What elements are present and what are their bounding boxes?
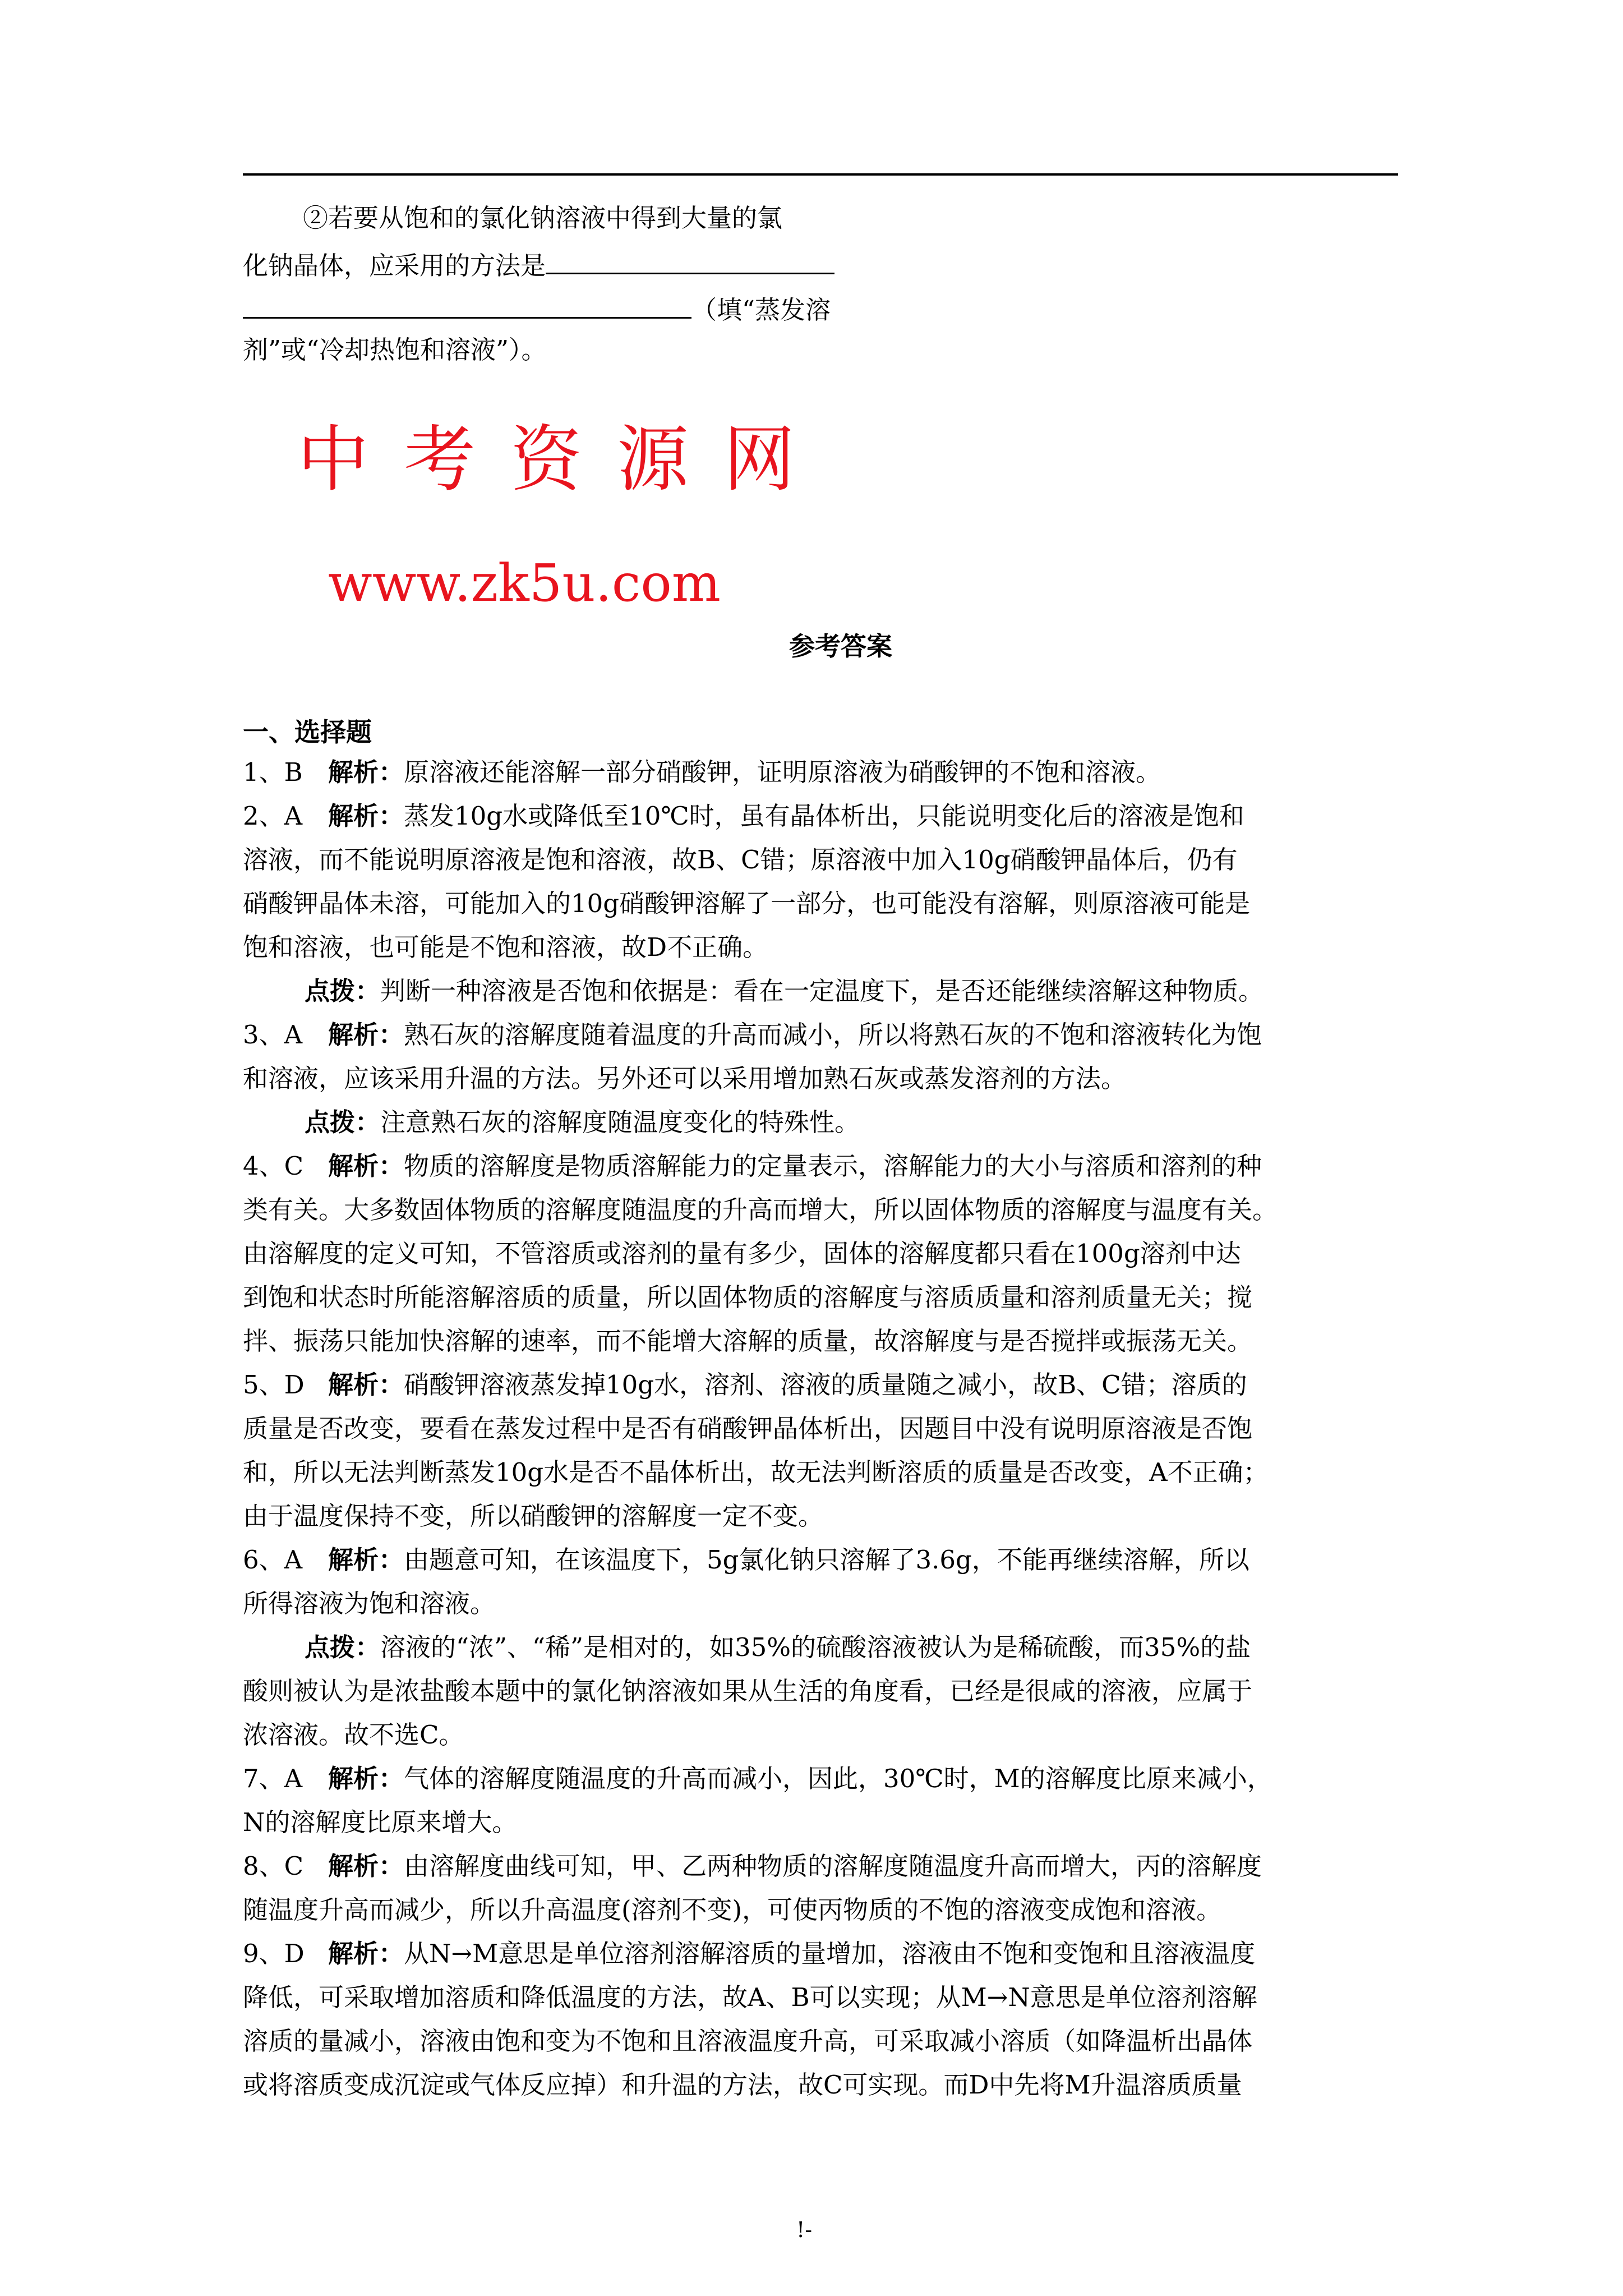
answer-number: 5、D [243,1370,305,1400]
answer-text: 硝酸钾溶液蒸发掉10g水，溶剂、溶液的质量随之减小，故B、C错；溶质的 [404,1370,1247,1400]
answer-label: 解析： [328,1764,404,1793]
answer-text: 蒸发10g水或降低至10℃时，虽有晶体析出，只能说明变化后的溶液是饱和 [404,801,1244,831]
answer-line [243,838,1398,882]
answer-number: 6、A [243,1545,303,1575]
answer-number: 4、C [243,1151,304,1181]
answer-line [243,926,1398,969]
answer-label: 解析： [328,1851,404,1881]
answer-text: 或将溶质变成沉淀或气体反应掉）和升温的方法，故C可实现。而D中先将M升温溶质质量 [243,2070,1242,2100]
answer-number: 7、A [243,1764,303,1793]
answer-line [243,1844,1398,1888]
answer-line [243,1757,1398,1801]
answer-number: 3、A [243,1020,303,1050]
answer-line [243,882,1398,926]
answer-text: 气体的溶解度随温度的升高而减小，因此，30℃时，M的溶解度比原来减小， [404,1764,1272,1793]
answer-text: 溶液，而不能说明原溶液是饱和溶液，故B、C错；原溶液中加入10g硝酸钾晶体后，仍有 [243,845,1238,875]
answer-line [243,1801,1398,1844]
answers-list [243,751,1398,2107]
answer-text: 随温度升高而减少，所以升高温度(溶剂不变)，可使丙物质的不饱的溶液变成饱和溶液。 [243,1895,1222,1925]
answer-line [243,2019,1398,2063]
answer-line [243,1494,1398,1538]
answer-line [243,1538,1398,1582]
answer-number: 2、A [243,801,303,831]
answer-line [243,751,1398,794]
answer-line [243,1451,1398,1494]
question-line-4: 剂”或“冷却热饱和溶液”）。 [243,335,547,365]
answers-title: 参考答案 [789,631,892,661]
answer-line [243,1232,1398,1276]
section-title: 一、选择题 [243,717,372,747]
answer-text: 原溶液还能溶解一部分硝酸钾，证明原溶液为硝酸钾的不饱和溶液。 [404,757,1161,787]
answer-line [243,1932,1398,1976]
answer-text: 降低，可采取增加溶质和降低温度的方法，故A、B可以实现；从M→N意思是单位溶剂溶解 [243,1982,1257,2012]
answer-text: 所得溶液为饱和溶液。 [243,1589,496,1618]
answer-line [243,1101,1398,1144]
header-rule [243,173,1398,176]
answer-text: 由题意可知，在该温度下，5g氯化钠只溶解了3.6g，不能再继续溶解，所以 [404,1545,1249,1575]
answer-line [243,1669,1398,1713]
answer-line [243,969,1398,1013]
question-line-1: ②若要从饱和的氯化钠溶液中得到大量的氯 [303,203,783,233]
answer-text: 类有关。大多数固体物质的溶解度随温度的升高而增大，所以固体物质的溶解度与温度有关。 [243,1195,1278,1225]
answer-line [243,1713,1398,1757]
answer-line [243,794,1398,838]
watermark-name: 中考资源网 [297,418,831,501]
answer-blank-2 [243,284,691,319]
answer-label: 解析： [328,1020,404,1050]
answer-line [243,1013,1398,1057]
answer-label: 解析： [328,801,404,831]
answer-line [243,1057,1398,1101]
question-line-2 [243,240,834,288]
watermark-url: www.zk5u.com [328,553,721,613]
answer-blank-1 [546,240,834,274]
answer-line [243,1626,1398,1669]
question-line-3-text: （填“蒸发溶 [691,295,831,325]
answer-line [243,1888,1398,1932]
answer-label: 点拨： [305,1107,381,1137]
answer-text: N的溶解度比原来增大。 [243,1807,518,1837]
answer-text: 硝酸钾晶体未溶，可能加入的10g硝酸钾溶解了一部分，也可能没有溶解，则原溶液可能是 [243,889,1251,918]
answer-line [243,1144,1398,1188]
answer-text: 拌、振荡只能加快溶解的速率，而不能增大溶解的质量，故溶解度与是否搅拌或振荡无关。 [243,1326,1253,1356]
answer-text: 注意熟石灰的溶解度随温度变化的特殊性。 [380,1107,860,1137]
answer-text: 质量是否改变，要看在蒸发过程中是否有硝酸钾晶体析出，因题目中没有说明原溶液是否饱 [243,1414,1253,1443]
answer-line [243,1188,1398,1232]
answer-text: 由于温度保持不变，所以硝酸钾的溶解度一定不变。 [243,1501,824,1531]
answer-label: 解析： [328,757,404,787]
answer-text: 由溶解度曲线可知，甲、乙两种物质的溶解度随温度升高而增大，丙的溶解度 [404,1851,1262,1881]
answer-line [243,1363,1398,1407]
page-number: !- [796,2217,813,2242]
answer-text: 溶质的量减小，溶液由饱和变为不饱和且溶液温度升高，可采取减小溶质（如降温析出晶体 [243,2026,1253,2056]
answer-number: 1、B [243,757,303,787]
answer-text: 酸则被认为是浓盐酸本题中的氯化钠溶液如果从生活的角度看，已经是很咸的溶液，应属于 [243,1676,1253,1706]
answer-line [243,1582,1398,1626]
answer-line [243,1319,1398,1363]
answer-line [243,1976,1398,2019]
answer-text: 熟石灰的溶解度随着温度的升高而减小，所以将熟石灰的不饱和溶液转化为饱 [404,1020,1262,1050]
answer-text: 由溶解度的定义可知，不管溶质或溶剂的量有多少，固体的溶解度都只看在100g溶剂中达 [243,1239,1241,1268]
answer-line [243,2063,1398,2107]
answer-text: 物质的溶解度是物质溶解能力的定量表示，溶解能力的大小与溶质和溶剂的种 [404,1151,1262,1181]
answer-text: 到饱和状态时所能溶解溶质的质量，所以固体物质的溶解度与溶质质量和溶剂质量无关；搅 [243,1282,1253,1312]
answer-text: 和，所以无法判断蒸发10g水是否不晶体析出，故无法判断溶质的质量是否改变，A不正确； [243,1457,1269,1487]
answer-text: 饱和溶液，也可能是不饱和溶液，故D不正确。 [243,932,768,962]
answer-label: 解析： [328,1545,404,1575]
answer-label: 点拨： [305,1632,381,1662]
answer-label: 解析： [328,1151,404,1181]
answer-text: 溶液的“浓”、“稀”是相对的，如35%的硫酸溶液被认为是稀硫酸，而35%的盐 [380,1632,1251,1662]
answer-line [243,1407,1398,1451]
answer-text: 从N→M意思是单位溶剂溶解溶质的量增加，溶液由不饱和变饱和且溶液温度 [404,1939,1256,1968]
answer-label: 解析： [328,1370,404,1400]
question-line-2-text: 化钠晶体，应采用的方法是 [243,251,546,280]
answer-number: 9、D [243,1939,305,1968]
question-line-3 [243,284,831,332]
answer-text: 浓溶液。故不选C。 [243,1720,464,1750]
answer-text: 和溶液，应该采用升温的方法。另外还可以采用增加熟石灰或蒸发溶剂的方法。 [243,1064,1127,1093]
answer-number: 8、C [243,1851,304,1881]
answer-text: 判断一种溶液是否饱和依据是：看在一定温度下，是否还能继续溶解这种物质。 [380,976,1264,1006]
answer-line [243,1276,1398,1319]
answer-label: 解析： [328,1939,404,1968]
answer-label: 点拨： [305,976,381,1006]
